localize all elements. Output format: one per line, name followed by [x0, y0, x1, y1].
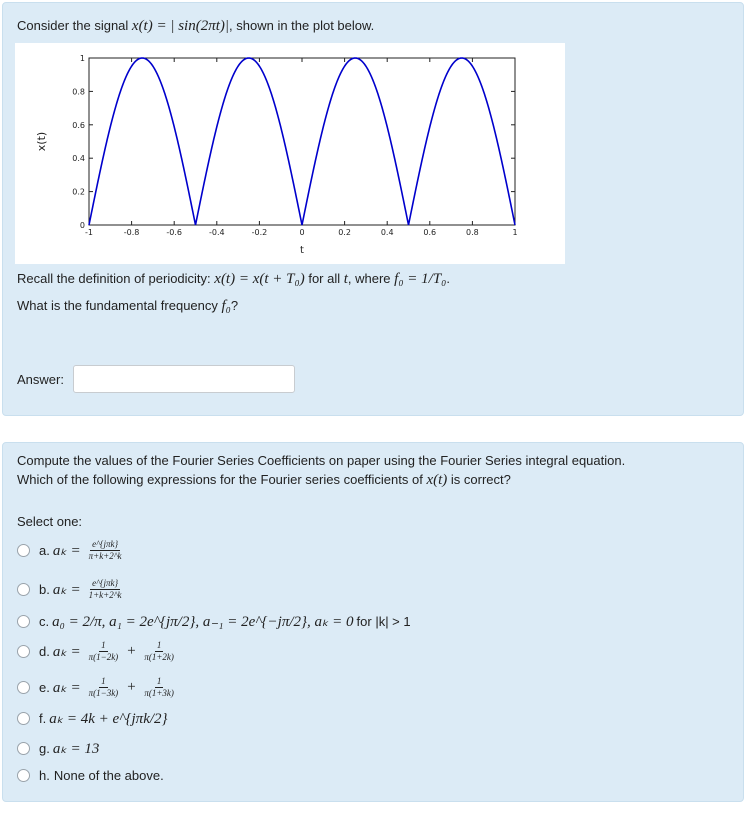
x-tick-label: 0.8 [466, 228, 479, 237]
question2-line2: Which of the following expressions for the Fourier series coefficients of x(t) is correct? [17, 472, 511, 488]
answer-input[interactable] [73, 365, 295, 393]
answer-label: Answer: [17, 372, 64, 387]
option-g[interactable]: g. aₖ = 13 [17, 737, 102, 759]
option-g-radio[interactable] [17, 742, 30, 755]
question-card-2 [2, 442, 744, 802]
signal-plot [15, 43, 565, 264]
y-axis-label: x(t) [35, 131, 48, 152]
option-e-radio[interactable] [17, 681, 30, 694]
x-tick-label: 0.4 [380, 228, 394, 237]
select-one-label: Select one: [17, 514, 83, 529]
x-tick-label: -0.4 [208, 228, 225, 237]
x-tick-label: -0.6 [166, 228, 183, 237]
y-tick-label: 1 [79, 54, 85, 63]
question-prompt: What is the fundamental frequency f₀? [17, 298, 239, 314]
y-tick-label: 0.2 [72, 187, 85, 197]
question-card-1 [2, 2, 744, 416]
x-tick-label: 0.6 [423, 228, 437, 237]
option-e[interactable]: e. aₖ = $\frac{1}{\pi(1-3k)}$ + $\frac{1}{\pi(1+3k)}$ [17, 676, 179, 698]
option-b-radio[interactable] [17, 583, 30, 596]
x-tick-label: 1 [512, 228, 518, 237]
periodicity-definition: Recall the definition of periodicity: x(t) = x(t + T₀) for all t, where f₀ = 1/T₀. [17, 271, 451, 287]
option-a-radio[interactable] [17, 544, 30, 557]
x-axis-label: t [300, 245, 304, 256]
x-tick-label: -0.2 [251, 228, 268, 237]
option-b-fraction: $\frac{\text{e\textasciicircum{}\{jπk\}}}{1+k+2\^{}k}$ [88, 577, 122, 600]
option-f[interactable]: f. aₖ = 4k + e^{jπk/2} [17, 707, 171, 729]
x-tick-label: -1 [85, 228, 93, 237]
option-h-radio[interactable] [17, 769, 30, 782]
y-tick-label: 0.8 [72, 87, 85, 97]
option-f-radio[interactable] [17, 712, 30, 725]
option-b[interactable]: b. aₖ = $\frac{\text{e\textasciicircum{}\{jπk\}}}{1+k+2\^{}k}$ [17, 578, 127, 600]
y-tick-label: 0.4 [72, 154, 85, 164]
signal-chart-svg [15, 43, 565, 264]
option-d-radio[interactable] [17, 645, 30, 658]
signal-formula: x(t) = | sin(2πt)| [131, 18, 230, 34]
option-d[interactable]: d. aₖ = $\frac{1}{\pi(1-2k)}$ + $\frac{1}{\pi(1+2k)}$ [17, 640, 179, 662]
y-tick-label: 0.6 [72, 120, 85, 130]
option-a-fraction: $\frac{\text{e\textasciicircum{}\{jπk\}}}{\pi+k+2\^{}k}$ [88, 538, 122, 561]
question-intro: Consider the signal x(t) = | sin(2πt)|, shown in the plot below. [17, 18, 375, 34]
plot-frame [89, 58, 515, 225]
question2-line1: Compute the values of the Fourier Series Coefficients on paper using the Fourier Series integral equation. [17, 453, 626, 468]
option-h[interactable]: h. None of the above. [17, 764, 164, 786]
x-tick-label: 0.2 [338, 228, 351, 237]
x-tick-label: 0 [299, 228, 305, 237]
x-tick-label: -0.8 [123, 228, 140, 237]
option-c[interactable]: c. a₀ = 2/π, a₁ = 2e^{jπ/2}, a₋₁ = 2e^{−jπ/2}, aₖ = 0 for |k| > 1 [17, 610, 411, 632]
y-tick-label: 0 [79, 221, 85, 230]
option-a[interactable]: a. aₖ = $\frac{\text{e\textasciicircum{}\{jπk\}}}{\pi+k+2\^{}k}$ [17, 539, 127, 561]
option-c-radio[interactable] [17, 615, 30, 628]
